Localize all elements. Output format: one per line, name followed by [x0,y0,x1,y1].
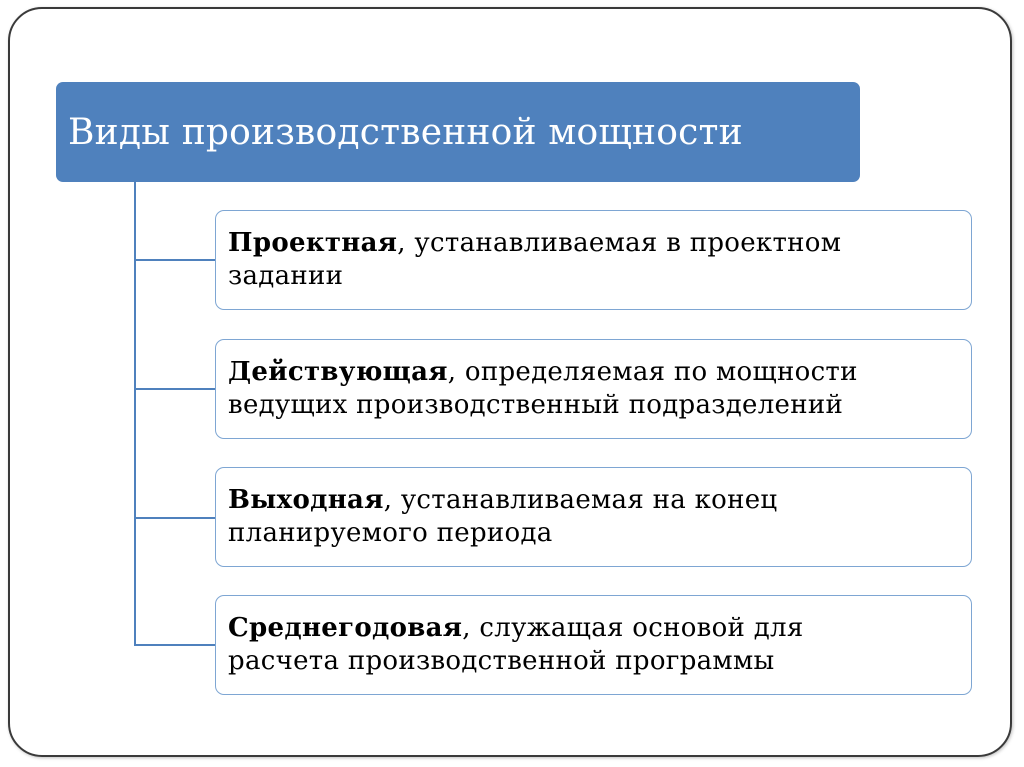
connector-branch-4 [134,644,216,646]
item-box-operating [215,339,972,439]
connector-branch-2 [134,388,216,390]
item-box-average-annual [215,595,972,695]
item-description: , устанавливаемая на конец [383,485,778,515]
connector-vertical-line [134,182,136,644]
item-text [228,484,777,550]
item-term: Действующая [228,357,448,387]
connector-branch-1 [134,259,216,261]
item-term: Выходная [228,485,384,515]
item-term: Среднегодовая [228,613,463,643]
item-description: , служащая основой для [462,613,804,643]
diagram-title-box [56,82,860,182]
item-description: , устанавливаемая в проектном [397,228,842,258]
item-description-cont: задании [228,261,344,291]
item-text [228,356,858,422]
item-text [228,612,804,678]
item-box-output [215,467,972,567]
item-description-cont: ведущих производственный подразделений [228,390,844,420]
connector-branch-3 [134,517,216,519]
item-box-design [215,210,972,310]
item-description-cont: расчета производственной программы [228,646,775,676]
item-text [228,227,841,293]
item-description: , определяемая по мощности [447,357,858,387]
item-description-cont: планируемого периода [228,518,553,548]
diagram-title: Виды производственной мощности [68,111,743,153]
item-term: Проектная [228,228,398,258]
